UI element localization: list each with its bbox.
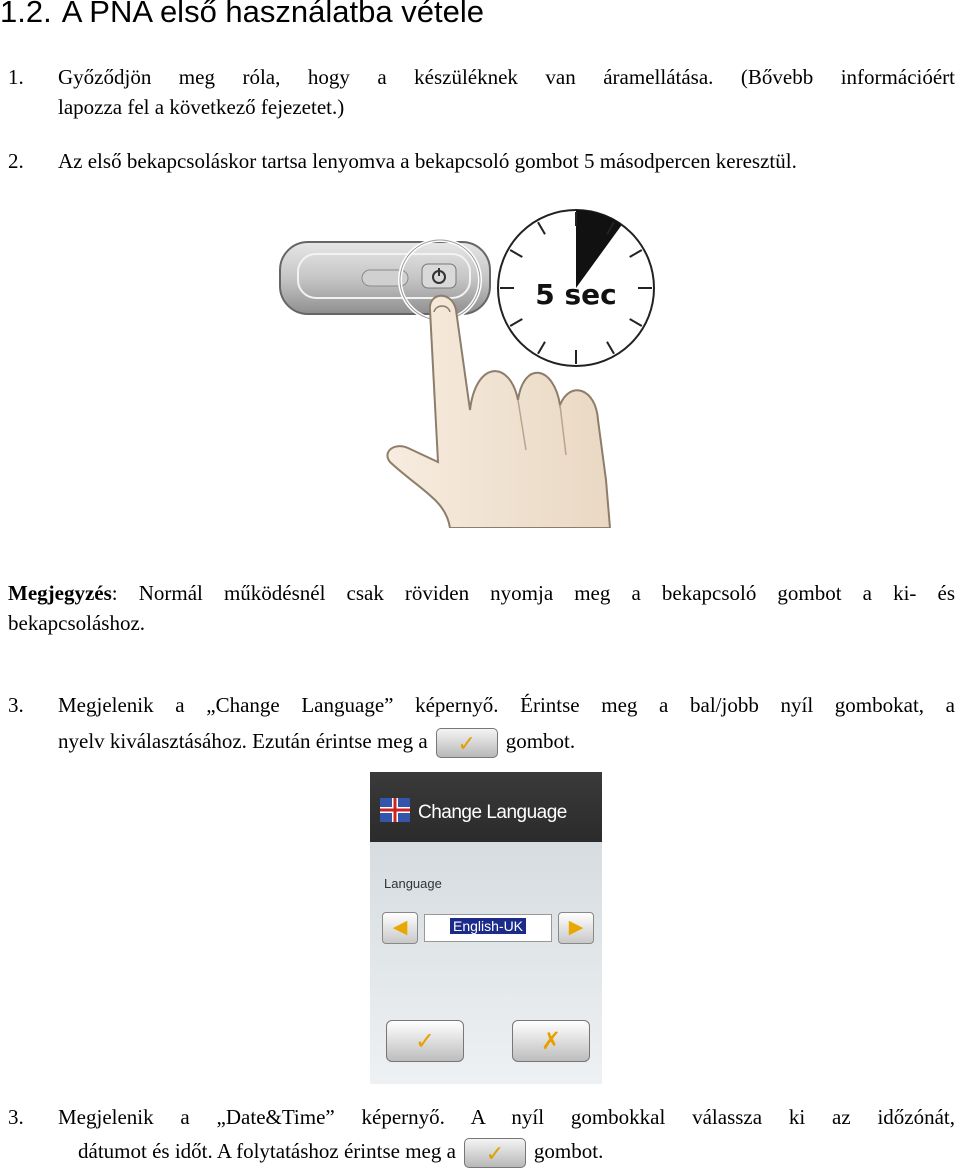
cross-icon: ✗	[540, 1027, 562, 1055]
screen-title: Change Language	[418, 802, 567, 823]
flag-icon	[376, 792, 414, 830]
language-selector	[378, 910, 596, 944]
power-icon	[422, 264, 456, 288]
step-2-text: Az első bekapcsoláskor tartsa lenyomva a bekapcsoló gombot 5 másodpercen keresztül.	[58, 149, 797, 173]
step-1-line-2: lapozza fel a következő fejezetet.)	[58, 95, 345, 119]
ok-button-inline	[464, 1138, 526, 1168]
language-label: Language	[384, 876, 442, 891]
step-number: 2.	[8, 149, 24, 173]
device-body	[280, 242, 490, 314]
step-number: 3.	[8, 693, 24, 717]
ok-button-inline	[436, 728, 498, 758]
step-2	[8, 146, 955, 176]
language-value: English-UK	[424, 914, 552, 942]
step-1	[8, 62, 955, 122]
note-line-1: Normál működésnél csak röviden nyomja meg a bekapcsoló gombot a ki- és	[117, 581, 955, 605]
ok-button[interactable]	[386, 1020, 464, 1062]
step-3-line-2: nyelv kiválasztásához. Ezután érintse meg a	[58, 729, 428, 753]
arrow-right-icon: ▶	[568, 916, 584, 938]
cancel-button[interactable]	[512, 1020, 590, 1062]
step-4: 3. Megjelenik a „Date&Time” képernyő. A nyíl gombokkal válassza ki az időzónát, dátumot és időt. A folytatáshoz érintse meg a ✓ gombot.	[8, 1102, 955, 1168]
section-title: A PNA első használatba vétele	[61, 0, 484, 29]
timer-label: 5 sec	[535, 278, 617, 311]
arrow-left-icon: ◀	[392, 916, 408, 938]
step-4-line-2: dátumot és időt. A folytatáshoz érintse meg a	[78, 1139, 456, 1163]
section-number: 1.2.	[0, 0, 52, 29]
step-number: 3.	[8, 1105, 24, 1129]
step-3-line-1: Megjelenik a „Change Language” képernyő. Érintse meg a bal/jobb nyíl gombokat, a	[58, 693, 955, 717]
next-language-button[interactable]	[558, 912, 594, 944]
note-label: Megjegyzés	[8, 581, 112, 605]
previous-language-button[interactable]	[382, 912, 418, 944]
check-icon: ✓	[485, 1142, 505, 1168]
change-language-screen	[370, 772, 602, 1084]
step-4-line-1: Megjelenik a „Date&Time” képernyő. A nyíl gombokkal válassza ki az időzónát,	[58, 1105, 955, 1129]
check-icon: ✓	[457, 732, 476, 758]
check-icon: ✓	[414, 1027, 436, 1055]
power-button-illustration	[270, 200, 660, 528]
timer-dial	[498, 210, 654, 366]
note-line-2: bekapcsoláshoz.	[8, 611, 146, 635]
step-1-line-1: Győződjön meg róla, hogy a készüléknek van áramellátása. (Bővebb információért	[58, 65, 955, 89]
step-number: 1.	[8, 65, 24, 89]
step-3: 3. Megjelenik a „Change Language” képernyő. Érintse meg a bal/jobb nyíl gombokat, a nyelv kiválasztásához. Ezután érintse meg a ✓ gombot.	[8, 690, 955, 758]
page-title	[0, 0, 484, 30]
note: Megjegyzés: Normál működésnél csak röviden nyomja meg a bekapcsoló gombot a ki- és bekapcsoláshoz.	[8, 578, 955, 638]
